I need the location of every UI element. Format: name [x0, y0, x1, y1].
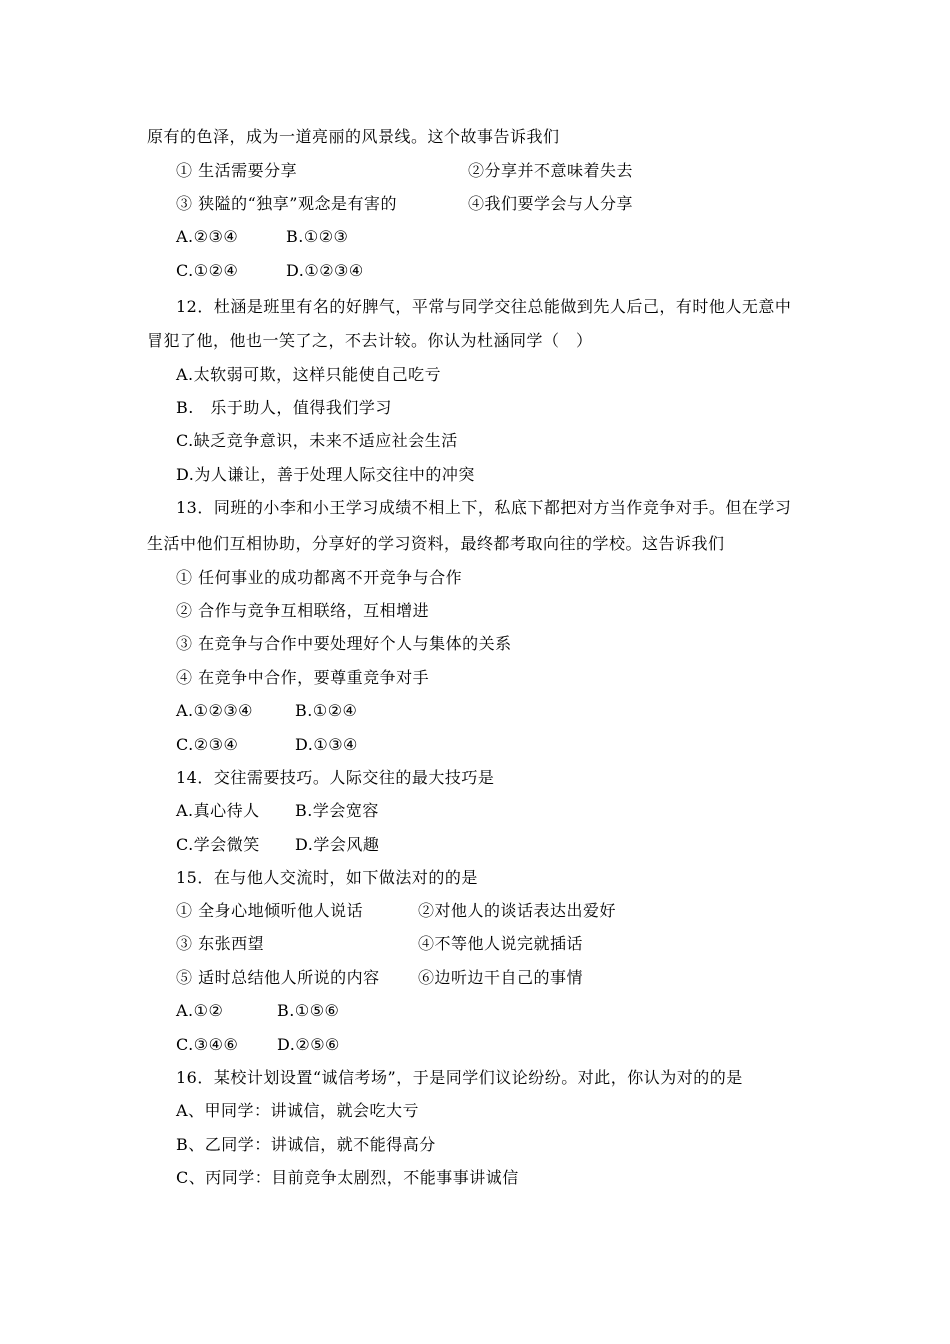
q14-option-c: C.学会微笑	[176, 835, 260, 854]
q13-stem-line-2: 生活中他们互相协助，分享好的学习资料，最终都考取向往的学校。这告诉我们	[147, 534, 725, 553]
paragraph-continuation: 原有的色泽，成为一道亮丽的风景线。这个故事告诉我们	[147, 127, 560, 146]
q13-option-a: A.①②③④	[176, 701, 254, 720]
q12-stem-line-2: 冒犯了他，他也一笑了之，不去计较。你认为杜涵同学（ ）	[147, 331, 593, 350]
q14-stem: 14．交往需要技巧。人际交往的最大技巧是	[176, 768, 495, 787]
q12-option-d: D.为人谦让，善于处理人际交往中的冲突	[176, 465, 475, 484]
q16-stem: 16．某校计划设置“诚信考场”，于是同学们议论纷纷。对此，你认为对的的是	[176, 1068, 743, 1087]
q15-statement-4: ④不等他人说完就插话	[418, 934, 584, 953]
q11-statement-3: ③ 狭隘的“独享”观念是有害的	[176, 194, 397, 213]
q15-statement-5: ⑤ 适时总结他人所说的内容	[176, 968, 380, 987]
q11-option-d: D.①②③④	[286, 261, 364, 280]
q16-option-c: C、丙同学：目前竞争太剧烈，不能事事讲诚信	[176, 1168, 519, 1187]
q13-statement-3: ③ 在竞争与合作中要处理好个人与集体的关系	[176, 634, 512, 653]
q15-option-c: C.③④⑥	[176, 1035, 239, 1054]
q13-stem-line-1: 13．同班的小李和小王学习成绩不相上下，私底下都把对方当作竞争对手。但在学习	[176, 498, 792, 517]
q13-statement-1: ① 任何事业的成功都离不开竞争与合作	[176, 568, 463, 587]
q13-statement-2: ② 合作与竞争互相联络，互相增进	[176, 601, 430, 620]
q14-option-a: A.真心待人	[176, 801, 260, 820]
q13-option-b: B.①②④	[295, 701, 358, 720]
q12-option-c: C.缺乏竞争意识，未来不适应社会生活	[176, 431, 458, 450]
q14-option-d: D.学会风趣	[295, 835, 380, 854]
q11-option-c: C.①②④	[176, 261, 239, 280]
q11-statement-4: ④我们要学会与人分享	[468, 194, 634, 213]
q11-statement-2: ②分享并不意味着失去	[468, 161, 634, 180]
q12-option-b: B. 乐于助人，值得我们学习	[176, 398, 392, 417]
q15-statement-3: ③ 东张西望	[176, 934, 265, 953]
q16-option-b: B、乙同学：讲诚信，就不能得高分	[176, 1135, 436, 1154]
q11-option-b: B.①②③	[286, 227, 349, 246]
q15-option-a: A.①②	[176, 1001, 224, 1020]
q11-statement-1: ① 生活需要分享	[176, 161, 298, 180]
q12-option-a: A.太软弱可欺，这样只能使自己吃亏	[176, 365, 442, 384]
q13-option-d: D.①③④	[295, 735, 358, 754]
q15-option-b: B.①⑤⑥	[277, 1001, 340, 1020]
q15-statement-2: ②对他人的谈话表达出爱好	[418, 901, 617, 920]
q15-stem: 15．在与他人交流时，如下做法对的的是	[176, 868, 478, 887]
q13-option-c: C.②③④	[176, 735, 239, 754]
q16-option-a: A、甲同学：讲诚信，就会吃大亏	[176, 1101, 420, 1120]
q11-option-a: A.②③④	[176, 227, 239, 246]
q15-option-d: D.②⑤⑥	[277, 1035, 340, 1054]
q14-option-b: B.学会宽容	[295, 801, 379, 820]
q13-statement-4: ④ 在竞争中合作，要尊重竞争对手	[176, 668, 430, 687]
q15-statement-1: ① 全身心地倾听他人说话	[176, 901, 364, 920]
q12-stem-line-1: 12．杜涵是班里有名的好脾气，平常与同学交往总能做到先人后己，有时他人无意中	[176, 297, 792, 316]
q15-statement-6: ⑥边听边干自己的事情	[418, 968, 584, 987]
